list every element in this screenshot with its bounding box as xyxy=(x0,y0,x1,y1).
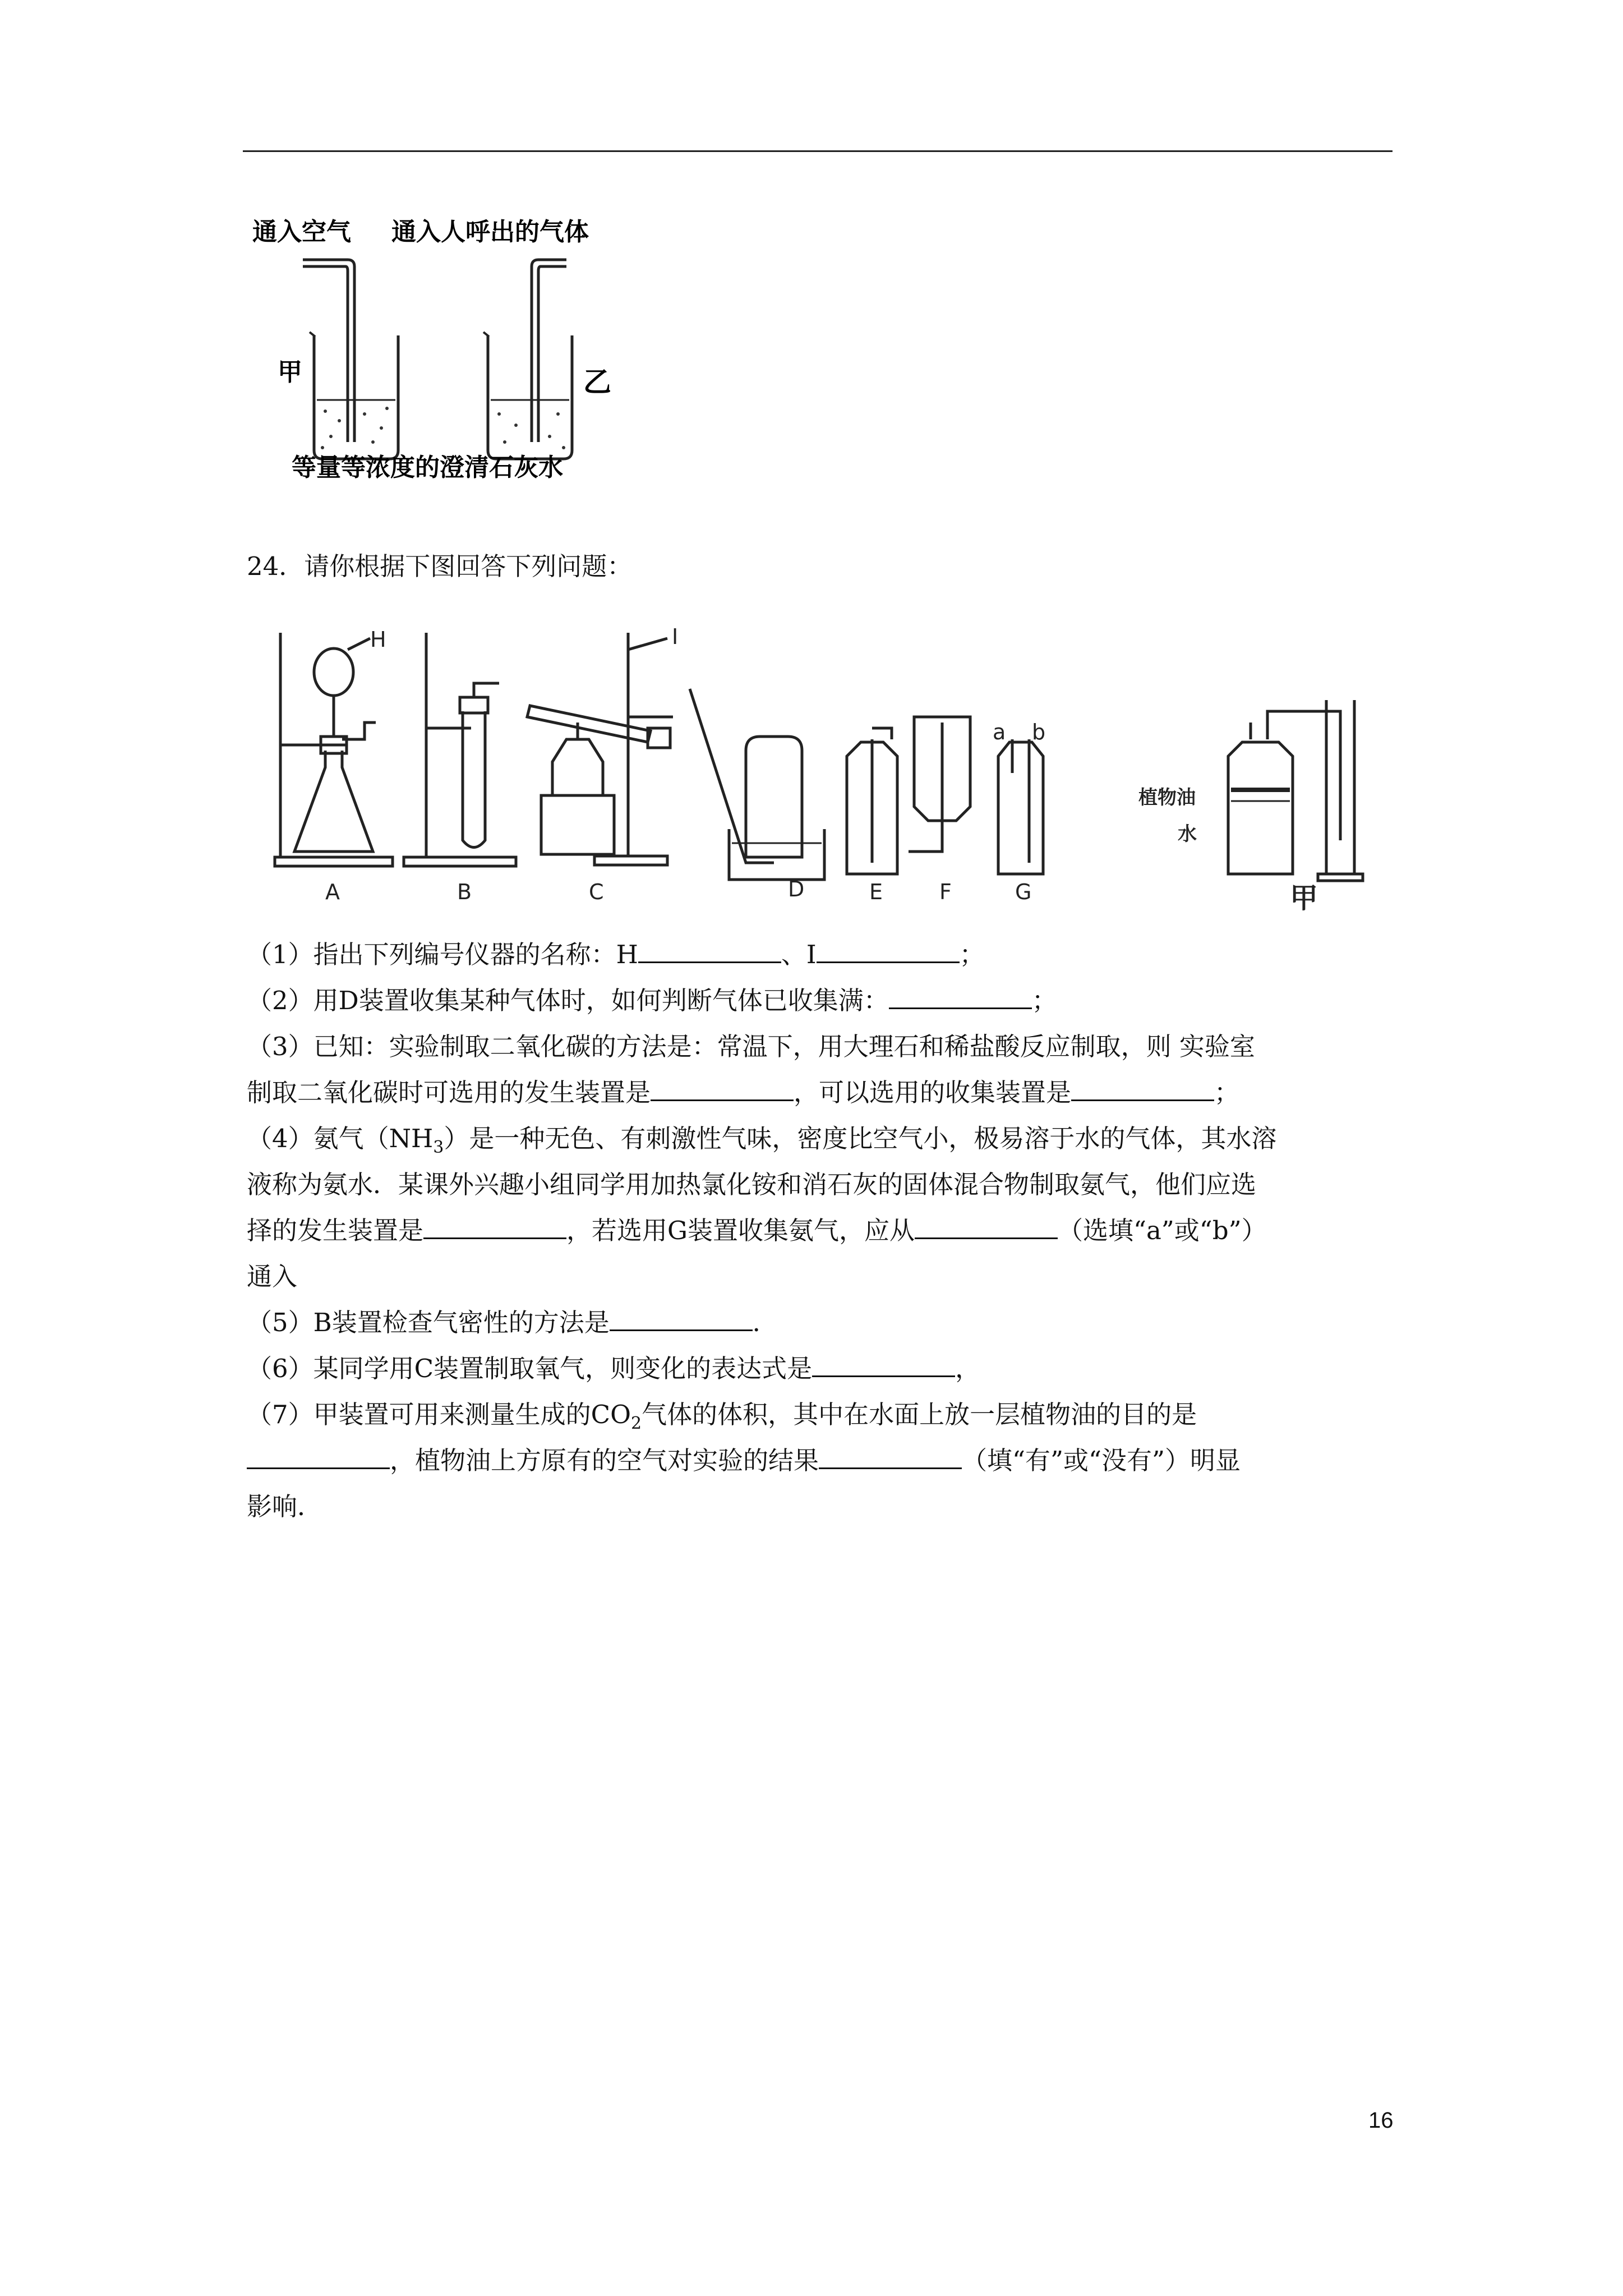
q7-line3: 影响． xyxy=(247,1492,323,1521)
limewater-caption: 等量等浓度的澄清石灰水 xyxy=(292,453,563,481)
apparatus-figure xyxy=(264,627,1391,924)
answer-blank-q5[interactable] xyxy=(610,1301,753,1331)
label-jia-apparatus: 甲 xyxy=(1290,882,1318,914)
header-rule xyxy=(243,150,1393,152)
letter-C: C xyxy=(589,880,604,904)
label-a: a xyxy=(993,720,1006,744)
label-oil: 植物油 xyxy=(1138,786,1196,809)
answer-blank-q4-generator[interactable] xyxy=(423,1209,566,1239)
q4-line4: 通入 xyxy=(247,1262,298,1291)
letter-G: G xyxy=(1015,880,1032,904)
answer-blank-I[interactable] xyxy=(817,933,960,963)
label-H: H xyxy=(370,627,386,652)
label-air: 通入空气 xyxy=(252,218,351,246)
letter-E: E xyxy=(869,880,883,904)
label-yi: 乙 xyxy=(583,366,611,398)
label-breath: 通入人呼出的气体 xyxy=(391,218,589,246)
q4-line3: 择的发生装置是 ，若选用G装置收集氨气，应从 （选填“a”或“b”） xyxy=(247,1207,1267,1254)
page-number: 16 xyxy=(1368,2108,1394,2133)
answer-blank-q7-purpose[interactable] xyxy=(247,1439,390,1469)
q3-line2: 制取二氧化碳时可选用的发生装置是 ，可以选用的收集装置是 ； xyxy=(247,1069,1239,1116)
q7-line1: （7）甲装置可用来测量生成的$CO_2$气体的体积，其中在水面上放一层植物油的目的是 xyxy=(247,1400,1197,1433)
letter-F: F xyxy=(939,880,952,904)
answer-blank-q7-effect[interactable] xyxy=(819,1439,962,1469)
label-I: I xyxy=(672,627,679,649)
q6-line: （6）某同学用C装置制取氧气，则变化的表达式是 ， xyxy=(247,1345,980,1392)
label-water: 水 xyxy=(1178,823,1197,845)
q2-line: （2）用D装置收集某种气体时，如何判断气体已收集满： ； xyxy=(247,977,1057,1024)
letter-A: A xyxy=(325,880,340,904)
q3-line1: （3）已知：实验制取二氧化碳的方法是：常温下，用大理石和稀盐酸反应制取，则 实验室 xyxy=(247,1032,1255,1061)
q4-line1: （4）氨气$(NH_3)$是一种无色、有刺激性气味，密度比空气小，极易溶于水的气体，其水溶 xyxy=(247,1124,1277,1157)
answer-blank-H[interactable] xyxy=(638,933,781,963)
q7-line2: ，植物油上方原有的空气对实验的结果 （填“有”或“没有”）明显 xyxy=(247,1437,1241,1484)
answer-blank-q3-generator[interactable] xyxy=(651,1071,794,1101)
label-b: b xyxy=(1032,720,1046,744)
limewater-beakers-figure xyxy=(247,212,617,481)
q1-line: （1）指出下列编号仪器的名称：H 、I ； xyxy=(247,931,985,978)
letter-B: B xyxy=(457,880,472,904)
q4-line2: 液称为氨水．某课外兴趣小组同学用加热氯化铵和消石灰的固体混合物制取氨气，他们应选 xyxy=(247,1170,1257,1199)
q5-line: （5）B装置检查气密性的方法是 ． xyxy=(247,1299,778,1346)
answer-blank-q4-port[interactable] xyxy=(915,1209,1058,1239)
answer-blank-q6[interactable] xyxy=(812,1347,955,1377)
label-jia: 甲 xyxy=(278,358,302,386)
answer-blank-q2[interactable] xyxy=(889,979,1032,1009)
letter-D: D xyxy=(788,877,805,901)
answer-blank-q3-collector[interactable] xyxy=(1071,1071,1214,1101)
